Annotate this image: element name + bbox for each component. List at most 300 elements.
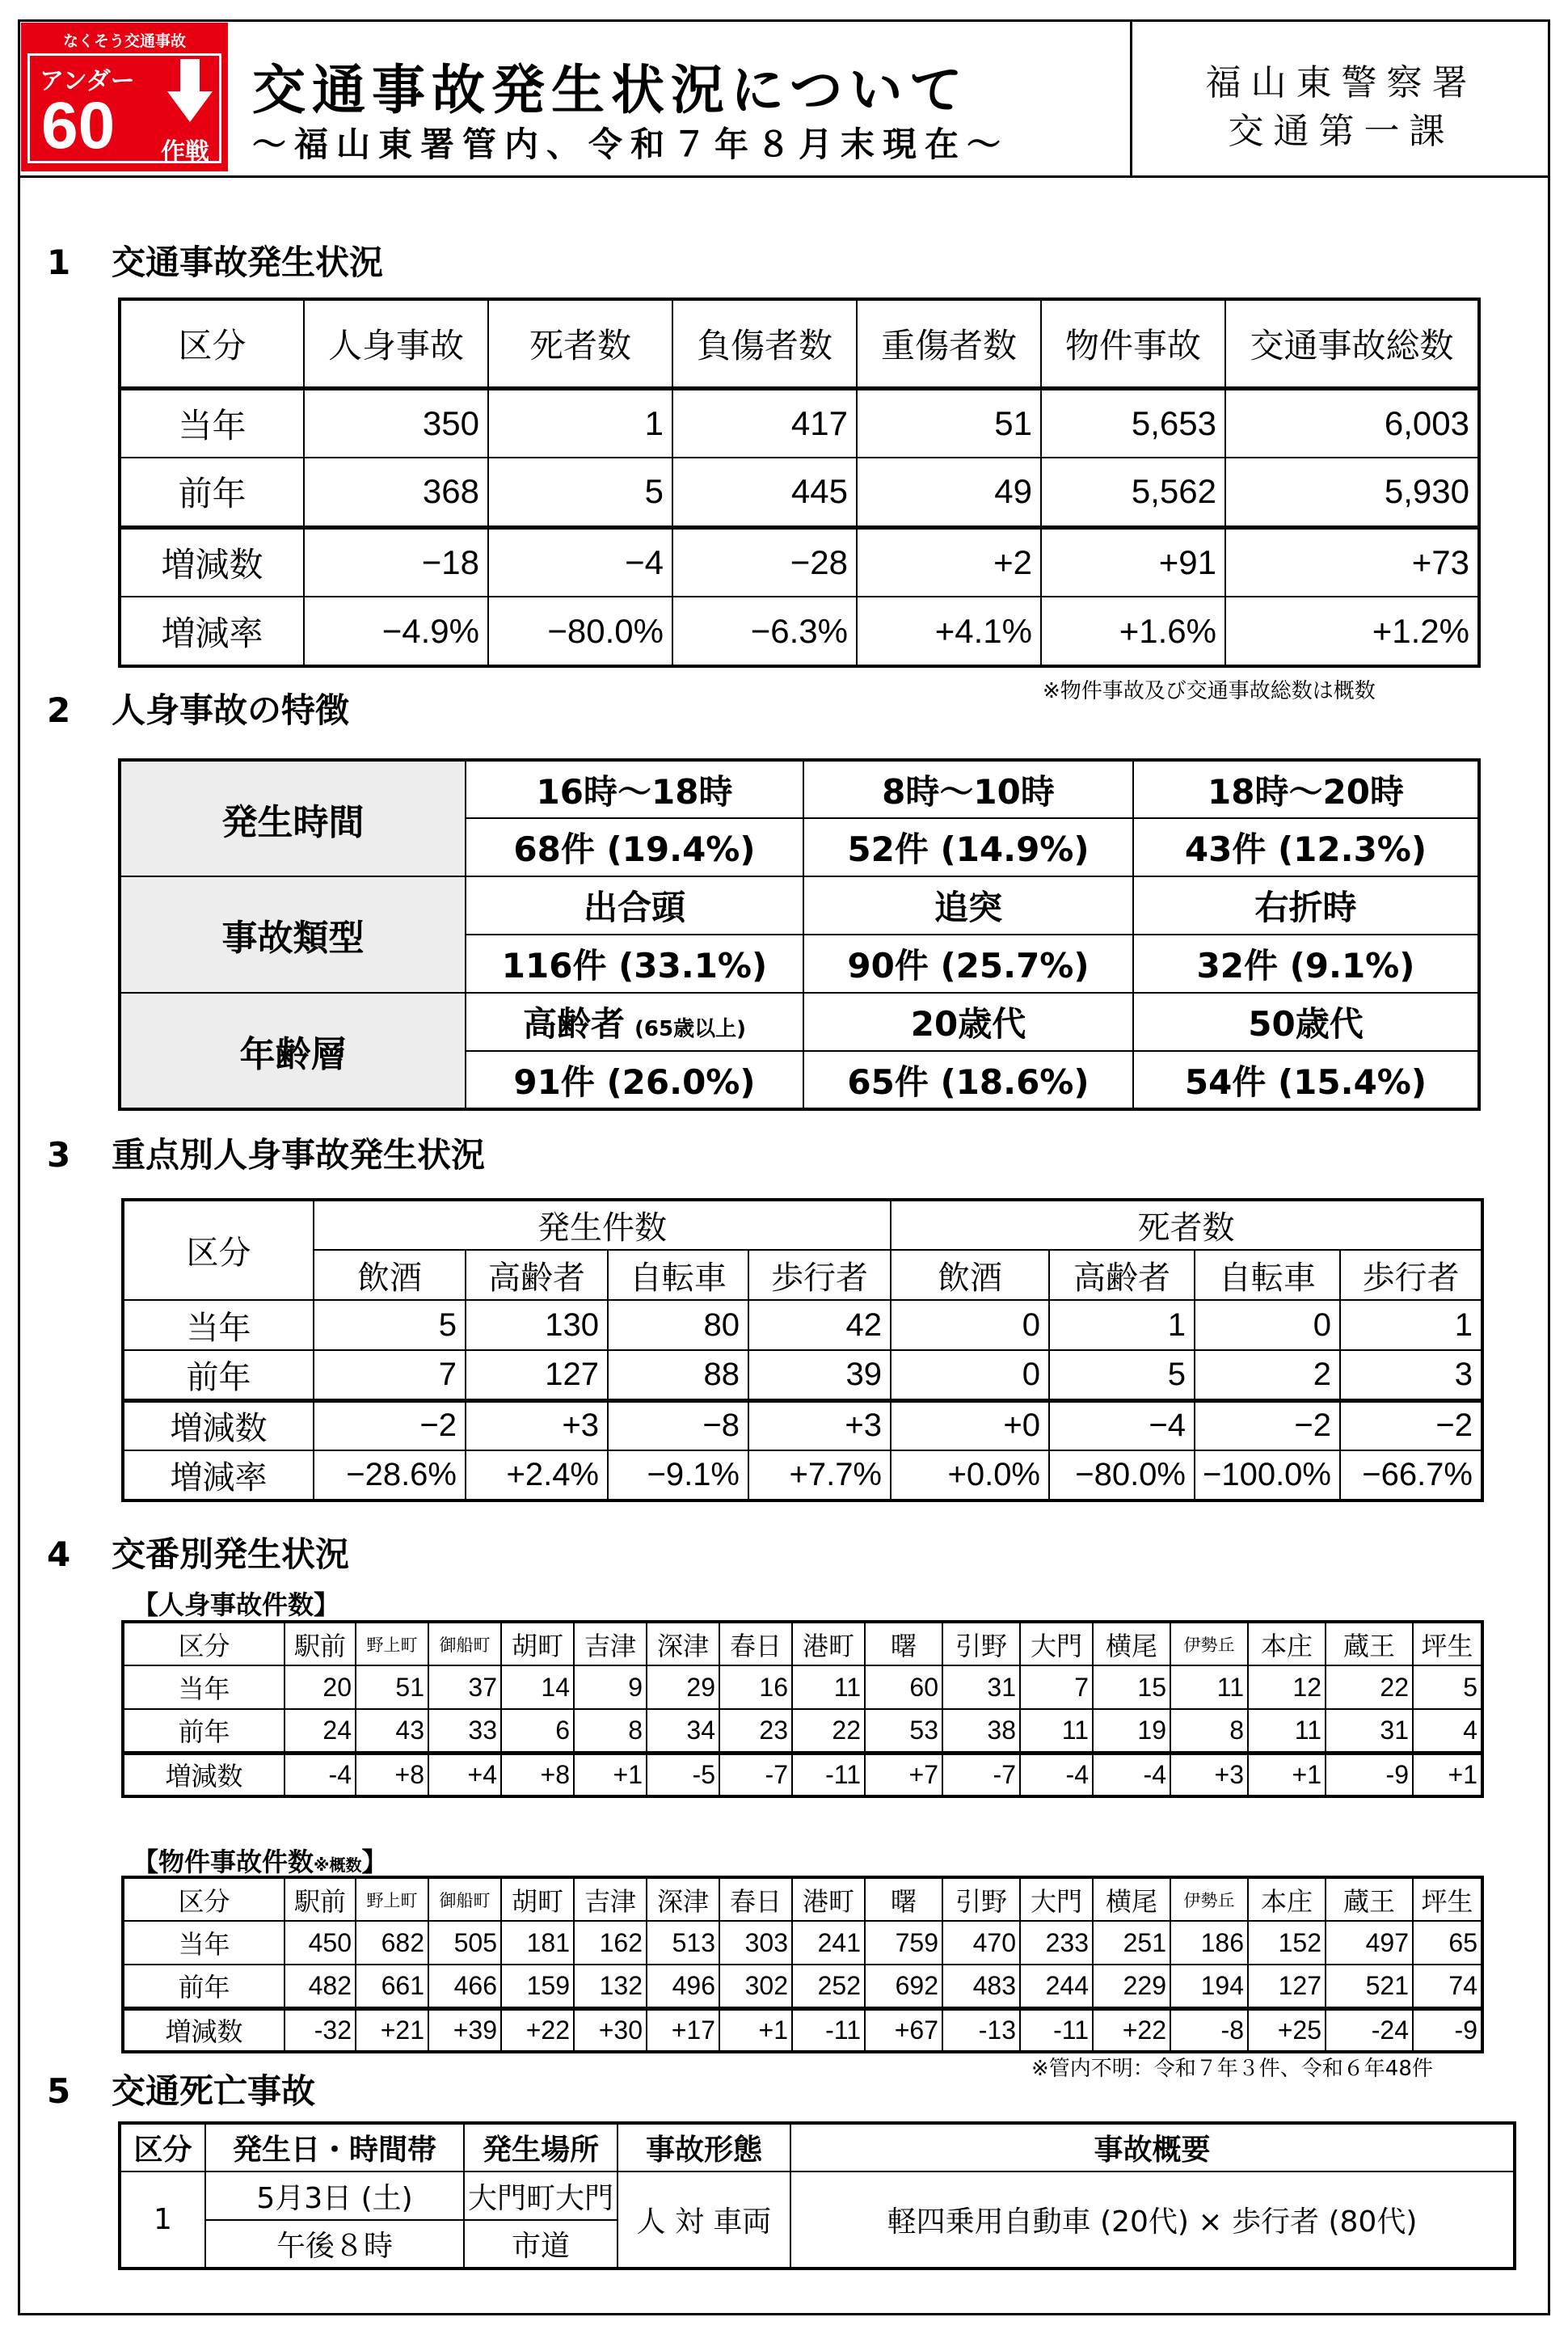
koban-header: 引野 (942, 1877, 1020, 1921)
koban-header: 深津 (647, 1622, 719, 1665)
koban-header: 横尾 (1093, 1622, 1170, 1665)
table-cell: 5 (1413, 1665, 1482, 1709)
table-cell: 午後８時 (205, 2220, 464, 2269)
table-cell: 0 (1195, 1300, 1340, 1350)
row-label: 前年 (120, 458, 304, 527)
table-cell: 人 対 車両 (618, 2172, 790, 2269)
page-title: 交通事故発生状況について (252, 59, 969, 121)
table-cell: 521 (1326, 1965, 1413, 2008)
table-cell: 市道 (464, 2220, 618, 2269)
table-row (120, 597, 1479, 666)
table-cell: 16 (719, 1665, 792, 1709)
table-cell: -4 (1020, 1753, 1093, 1796)
table-cell: −4.9% (304, 597, 488, 666)
table-cell: 49 (857, 458, 1041, 527)
fatal-accident-table (118, 2121, 1516, 2270)
section-number: 5 (47, 2071, 71, 2111)
table-cell: 43件 (12.3%) (1133, 818, 1479, 876)
table-cell: +4 (428, 1753, 501, 1796)
table-cell: 1 (120, 2172, 205, 2269)
row-label: 当年 (123, 1665, 285, 1709)
table-cell: 5 (488, 458, 672, 527)
koban-header: 本庄 (1248, 1877, 1326, 1921)
subsection-heading-note: ※概数 (314, 1855, 362, 1875)
koban-header: 野上町 (356, 1622, 428, 1665)
column-header: 死者数 (488, 299, 672, 388)
table-cell: 127 (1248, 1965, 1326, 2008)
row-label: 増減数 (123, 1753, 285, 1796)
table-row (120, 760, 1479, 818)
table-cell: 303 (719, 1921, 792, 1965)
koban-header: 大門 (1020, 1877, 1093, 1921)
table-cell: 39 (748, 1350, 891, 1400)
column-header: 自転車 (1195, 1250, 1340, 1300)
table-cell: 5 (1049, 1350, 1195, 1400)
koban-header: 蔵王 (1326, 1877, 1413, 1921)
table-cell: 159 (501, 1965, 574, 2008)
koban-property-table (121, 1876, 1484, 2053)
koban-header: 蔵王 (1326, 1622, 1413, 1665)
row-label: 増減数 (120, 527, 304, 597)
table-cell: −100.0% (1195, 1450, 1340, 1500)
table-cell: 65件 (18.6%) (803, 1051, 1133, 1109)
table-cell: +8 (356, 1753, 428, 1796)
table-cell: -8 (1170, 2008, 1248, 2052)
table-row (123, 1753, 1482, 1796)
table-cell: 11 (1170, 1665, 1248, 1709)
table-cell: 23 (719, 1709, 792, 1753)
table-cell: 682 (356, 1921, 428, 1965)
table-cell: 33 (428, 1709, 501, 1753)
logo-tagline: なくそう交通事故 (62, 32, 186, 50)
table-cell: +1 (574, 1753, 647, 1796)
column-header: 事故形態 (618, 2123, 790, 2172)
table-cell: 152 (1248, 1921, 1326, 1965)
row-label: 前年 (123, 1709, 285, 1753)
table-cell: +1 (719, 2008, 792, 2052)
table-cell: 90件 (25.7%) (803, 935, 1133, 993)
section-title: 重点別人身事故発生状況 (112, 1135, 486, 1175)
campaign-logo (21, 23, 228, 171)
department-box (1130, 19, 1550, 178)
subsection-heading-bracket: 】 (361, 1847, 388, 1877)
table-cell: 80 (608, 1300, 748, 1350)
table-cell: 右折時 (1133, 876, 1479, 935)
table-cell: 350 (304, 388, 488, 458)
table-cell: 60 (865, 1665, 942, 1709)
table-cell: 2 (1195, 1350, 1340, 1400)
table-cell: +21 (356, 2008, 428, 2052)
table-cell: -4 (285, 1753, 356, 1796)
elderly-label: 高齢者 (523, 1004, 626, 1044)
table-row (123, 1450, 1482, 1500)
row-label: 当年 (123, 1921, 285, 1965)
table-cell: 51 (857, 388, 1041, 458)
table-row (120, 527, 1479, 597)
table-cell: 8 (1170, 1709, 1248, 1753)
row-label: 当年 (123, 1300, 314, 1350)
koban-header: 深津 (647, 1877, 719, 1921)
row-label: 前年 (123, 1350, 314, 1400)
table-cell: +3 (1170, 1753, 1248, 1796)
section-2-heading (47, 684, 349, 732)
table-cell: 1 (488, 388, 672, 458)
koban-header: 胡町 (501, 1877, 574, 1921)
table-cell: 162 (574, 1921, 647, 1965)
table-row (123, 2008, 1482, 2052)
table-cell: 252 (792, 1965, 865, 2008)
table-cell: 74 (1413, 1965, 1482, 2008)
koban-header: 伊勢丘 (1170, 1877, 1248, 1921)
table-cell: +8 (501, 1753, 574, 1796)
table-cell: +1.2% (1225, 597, 1479, 666)
column-header: 重傷者数 (857, 299, 1041, 388)
table-cell: 9 (574, 1665, 647, 1709)
table-cell: 130 (466, 1300, 608, 1350)
table-row (120, 993, 1479, 1051)
row-label: 発生時間 (120, 760, 466, 876)
table-cell: 470 (942, 1921, 1020, 1965)
table-cell: +0.0% (891, 1450, 1049, 1500)
table-cell: 6,003 (1225, 388, 1479, 458)
table-cell: -9 (1326, 1753, 1413, 1796)
table-cell: 251 (1093, 1921, 1170, 1965)
table-cell: 31 (942, 1665, 1020, 1709)
column-header: 歩行者 (748, 1250, 891, 1300)
section-name: 交通第一課 (1228, 111, 1455, 152)
table-cell: 52件 (14.9%) (803, 818, 1133, 876)
table-cell: 445 (672, 458, 857, 527)
table-cell: 22 (1326, 1665, 1413, 1709)
table-cell: 233 (1020, 1921, 1093, 1965)
section-number: 1 (47, 243, 71, 282)
table-cell: 482 (285, 1965, 356, 2008)
table-cell: 出合頭 (466, 876, 803, 935)
table-cell: +91 (1041, 527, 1225, 597)
table-cell: 91件 (26.0%) (466, 1051, 803, 1109)
table-header-row (123, 1622, 1482, 1665)
column-header: 歩行者 (1340, 1250, 1482, 1300)
table-cell: +2.4% (466, 1450, 608, 1500)
subsection-heading-text: 【物件事故件数 (133, 1847, 314, 1877)
table-cell: 6 (501, 1709, 574, 1753)
table-cell: 1 (1340, 1300, 1482, 1350)
section-3-heading (47, 1129, 485, 1177)
row-label: 増減数 (123, 2008, 285, 2052)
table-cell: 68件 (19.4%) (466, 818, 803, 876)
table-cell: −28.6% (314, 1450, 466, 1500)
table-cell: 31 (1326, 1709, 1413, 1753)
section-1-heading (47, 236, 383, 285)
table-cell: +39 (428, 2008, 501, 2052)
section-4-heading (47, 1528, 349, 1576)
table-cell: −66.7% (1340, 1450, 1482, 1500)
table-cell: +1.6% (1041, 597, 1225, 666)
table-cell: 5,653 (1041, 388, 1225, 458)
table-row (123, 1665, 1482, 1709)
table-cell: −2 (1340, 1400, 1482, 1450)
table-cell: 54件 (15.4%) (1133, 1051, 1479, 1109)
table-note: ※管内不明：令和７年３件、令和６年48件 (1031, 2057, 1433, 2081)
koban-header: 本庄 (1248, 1622, 1326, 1665)
table-cell: 7 (1020, 1665, 1093, 1709)
table-row (123, 1709, 1482, 1753)
table-cell: 186 (1170, 1921, 1248, 1965)
table-cell: 5,562 (1041, 458, 1225, 527)
table-cell: -13 (942, 2008, 1020, 2052)
table-cell: -7 (719, 1753, 792, 1796)
table-cell: 661 (356, 1965, 428, 2008)
table-cell: 24 (285, 1709, 356, 1753)
row-label: 事故類型 (120, 876, 466, 993)
section-number: 2 (47, 690, 71, 730)
row-label: 当年 (120, 388, 304, 458)
table-cell: 3 (1340, 1350, 1482, 1400)
table-cell: −28 (672, 527, 857, 597)
table-cell: 194 (1170, 1965, 1248, 2008)
table-cell: 244 (1020, 1965, 1093, 2008)
table-cell: 16時～18時 (466, 760, 803, 818)
table-cell: 759 (865, 1921, 942, 1965)
table-cell (466, 993, 803, 1051)
table-cell: 496 (647, 1965, 719, 2008)
column-group-header: 死者数 (891, 1200, 1482, 1250)
table-cell: +25 (1248, 2008, 1326, 2052)
table-cell: -11 (792, 1753, 865, 1796)
injury-features-table (118, 758, 1481, 1111)
table-cell: 241 (792, 1921, 865, 1965)
table-cell: 19 (1093, 1709, 1170, 1753)
table-cell: 軽四乗用自動車 (20代) × 歩行者 (80代) (790, 2172, 1515, 2269)
table-cell: 18時～20時 (1133, 760, 1479, 818)
table-row (120, 458, 1479, 527)
column-header: 負傷者数 (672, 299, 857, 388)
section-title: 交番別発生状況 (112, 1534, 350, 1574)
subsection-heading (133, 1842, 387, 1879)
table-cell: +73 (1225, 527, 1479, 597)
table-cell: 0 (891, 1350, 1049, 1400)
table-row (123, 1300, 1482, 1350)
table-cell: −2 (1195, 1400, 1340, 1450)
table-cell: 22 (792, 1709, 865, 1753)
logo-sakusen: 作戦 (161, 138, 209, 167)
table-cell: -32 (285, 2008, 356, 2052)
column-header: 飲酒 (314, 1250, 466, 1300)
row-label: 前年 (123, 1965, 285, 2008)
table-cell: 15 (1093, 1665, 1170, 1709)
table-cell: 497 (1326, 1921, 1413, 1965)
row-label: 増減率 (120, 597, 304, 666)
koban-header: 野上町 (356, 1877, 428, 1921)
subsection-heading: 【人身事故件数】 (133, 1589, 340, 1620)
table-cell: -9 (1413, 2008, 1482, 2052)
column-header: 区分 (123, 1200, 314, 1300)
elderly-note: (65歳以上) (634, 1017, 746, 1041)
koban-header: 大門 (1020, 1622, 1093, 1665)
koban-header: 春日 (719, 1877, 792, 1921)
table-cell: +4.1% (857, 597, 1041, 666)
table-cell: 181 (501, 1921, 574, 1965)
table-cell: 302 (719, 1965, 792, 2008)
table-cell: +7 (865, 1753, 942, 1796)
table-row (120, 2172, 1515, 2220)
table-cell: +3 (748, 1400, 891, 1450)
table-row (120, 388, 1479, 458)
table-cell: 116件 (33.1%) (466, 935, 803, 993)
page-subtitle: ～福山東署管内、令和７年８月末現在～ (252, 125, 1010, 164)
table-cell: 12 (1248, 1665, 1326, 1709)
table-cell: 11 (1020, 1709, 1093, 1753)
koban-header: 御船町 (428, 1622, 501, 1665)
koban-injury-table (121, 1620, 1484, 1798)
table-cell: 368 (304, 458, 488, 527)
table-cell: 38 (942, 1709, 1020, 1753)
table-row (123, 1921, 1482, 1965)
table-cell: −80.0% (488, 597, 672, 666)
table-note: ※物件事故及び交通事故総数は概数 (1043, 679, 1376, 703)
column-header: 区分 (123, 1877, 285, 1921)
section-title: 交通事故発生状況 (112, 243, 384, 282)
department-name: 福山東警察署 (1205, 62, 1477, 103)
column-header: 飲酒 (891, 1250, 1049, 1300)
table-cell: 42 (748, 1300, 891, 1350)
table-cell: 50歳代 (1133, 993, 1479, 1051)
table-cell: +0 (891, 1400, 1049, 1450)
table-cell: +30 (574, 2008, 647, 2052)
column-header: 物件事故 (1041, 299, 1225, 388)
table-cell: +1 (1248, 1753, 1326, 1796)
koban-header: 吉津 (574, 1877, 647, 1921)
koban-header: 曙 (865, 1877, 942, 1921)
table-cell: 53 (865, 1709, 942, 1753)
table-cell: -5 (647, 1753, 719, 1796)
column-header: 交通事故総数 (1225, 299, 1479, 388)
priority-accident-table (121, 1198, 1484, 1502)
table-header-row (123, 1200, 1482, 1250)
column-header: 区分 (120, 2123, 205, 2172)
table-cell: +2 (857, 527, 1041, 597)
koban-header: 伊勢丘 (1170, 1622, 1248, 1665)
table-cell: 大門町大門 (464, 2172, 618, 2220)
table-cell: 1 (1049, 1300, 1195, 1350)
table-cell: −8 (608, 1400, 748, 1450)
table-row (123, 1400, 1482, 1450)
table-cell: 20歳代 (803, 993, 1133, 1051)
table-header-row (123, 1250, 1482, 1300)
table-cell: 20 (285, 1665, 356, 1709)
table-cell: −4 (1049, 1400, 1195, 1450)
table-cell: −2 (314, 1400, 466, 1450)
table-cell: -11 (1020, 2008, 1093, 2052)
table-cell: 450 (285, 1921, 356, 1965)
table-cell: +3 (466, 1400, 608, 1450)
table-cell: -7 (942, 1753, 1020, 1796)
koban-header: 春日 (719, 1622, 792, 1665)
column-header: 発生場所 (464, 2123, 618, 2172)
table-cell: 4 (1413, 1709, 1482, 1753)
table-cell: 5,930 (1225, 458, 1479, 527)
koban-header: 引野 (942, 1622, 1020, 1665)
down-arrow-icon (164, 59, 216, 124)
koban-header: 坪生 (1413, 1622, 1482, 1665)
table-cell: 505 (428, 1921, 501, 1965)
table-cell: 65 (1413, 1921, 1482, 1965)
accident-summary-table (118, 298, 1481, 668)
section-number: 4 (47, 1534, 71, 1574)
table-cell: 37 (428, 1665, 501, 1709)
table-cell: 11 (792, 1665, 865, 1709)
table-cell: 5月3日 (土) (205, 2172, 464, 2220)
table-cell: 7 (314, 1350, 466, 1400)
column-header: 発生日・時間帯 (205, 2123, 464, 2172)
table-cell: -11 (792, 2008, 865, 2052)
section-title: 交通死亡事故 (112, 2071, 316, 2111)
table-cell: 43 (356, 1709, 428, 1753)
table-row (120, 876, 1479, 935)
koban-header: 駅前 (285, 1622, 356, 1665)
table-cell: -24 (1326, 2008, 1413, 2052)
table-cell: −4 (488, 527, 672, 597)
table-cell: 466 (428, 1965, 501, 2008)
table-cell: +22 (501, 2008, 574, 2052)
table-cell: −80.0% (1049, 1450, 1195, 1500)
column-header: 区分 (120, 299, 304, 388)
table-cell: +67 (865, 2008, 942, 2052)
table-cell: 5 (314, 1300, 466, 1350)
logo-under: アンダー (40, 67, 135, 95)
column-header: 自転車 (608, 1250, 748, 1300)
table-cell: 8 (574, 1709, 647, 1753)
table-header-row (120, 299, 1479, 388)
koban-header: 駅前 (285, 1877, 356, 1921)
table-cell: 229 (1093, 1965, 1170, 2008)
table-cell: 513 (647, 1921, 719, 1965)
koban-header: 曙 (865, 1622, 942, 1665)
table-cell: 483 (942, 1965, 1020, 2008)
table-cell: 32件 (9.1%) (1133, 935, 1479, 993)
koban-header: 横尾 (1093, 1877, 1170, 1921)
section-5-heading (47, 2065, 315, 2113)
koban-header: 港町 (792, 1622, 865, 1665)
table-cell: 88 (608, 1350, 748, 1400)
column-header: 区分 (123, 1622, 285, 1665)
column-header: 人身事故 (304, 299, 488, 388)
table-cell: 127 (466, 1350, 608, 1400)
koban-header: 吉津 (574, 1622, 647, 1665)
table-cell: 8時～10時 (803, 760, 1133, 818)
koban-header: 御船町 (428, 1877, 501, 1921)
table-row (123, 1965, 1482, 2008)
table-header-row (120, 2123, 1515, 2172)
header (18, 19, 1550, 178)
table-header-row (123, 1877, 1482, 1921)
row-label: 年齢層 (120, 993, 466, 1109)
koban-header: 港町 (792, 1877, 865, 1921)
table-cell: +7.7% (748, 1450, 891, 1500)
row-label: 増減率 (123, 1450, 314, 1500)
table-row (123, 1350, 1482, 1400)
table-cell: −6.3% (672, 597, 857, 666)
column-header: 高齢者 (1049, 1250, 1195, 1300)
table-cell: −18 (304, 527, 488, 597)
koban-header: 胡町 (501, 1622, 574, 1665)
table-cell: +17 (647, 2008, 719, 2052)
table-cell: 692 (865, 1965, 942, 2008)
table-cell: 132 (574, 1965, 647, 2008)
logo-number: 60 (41, 89, 116, 162)
table-cell: 417 (672, 388, 857, 458)
column-header: 高齢者 (466, 1250, 608, 1300)
